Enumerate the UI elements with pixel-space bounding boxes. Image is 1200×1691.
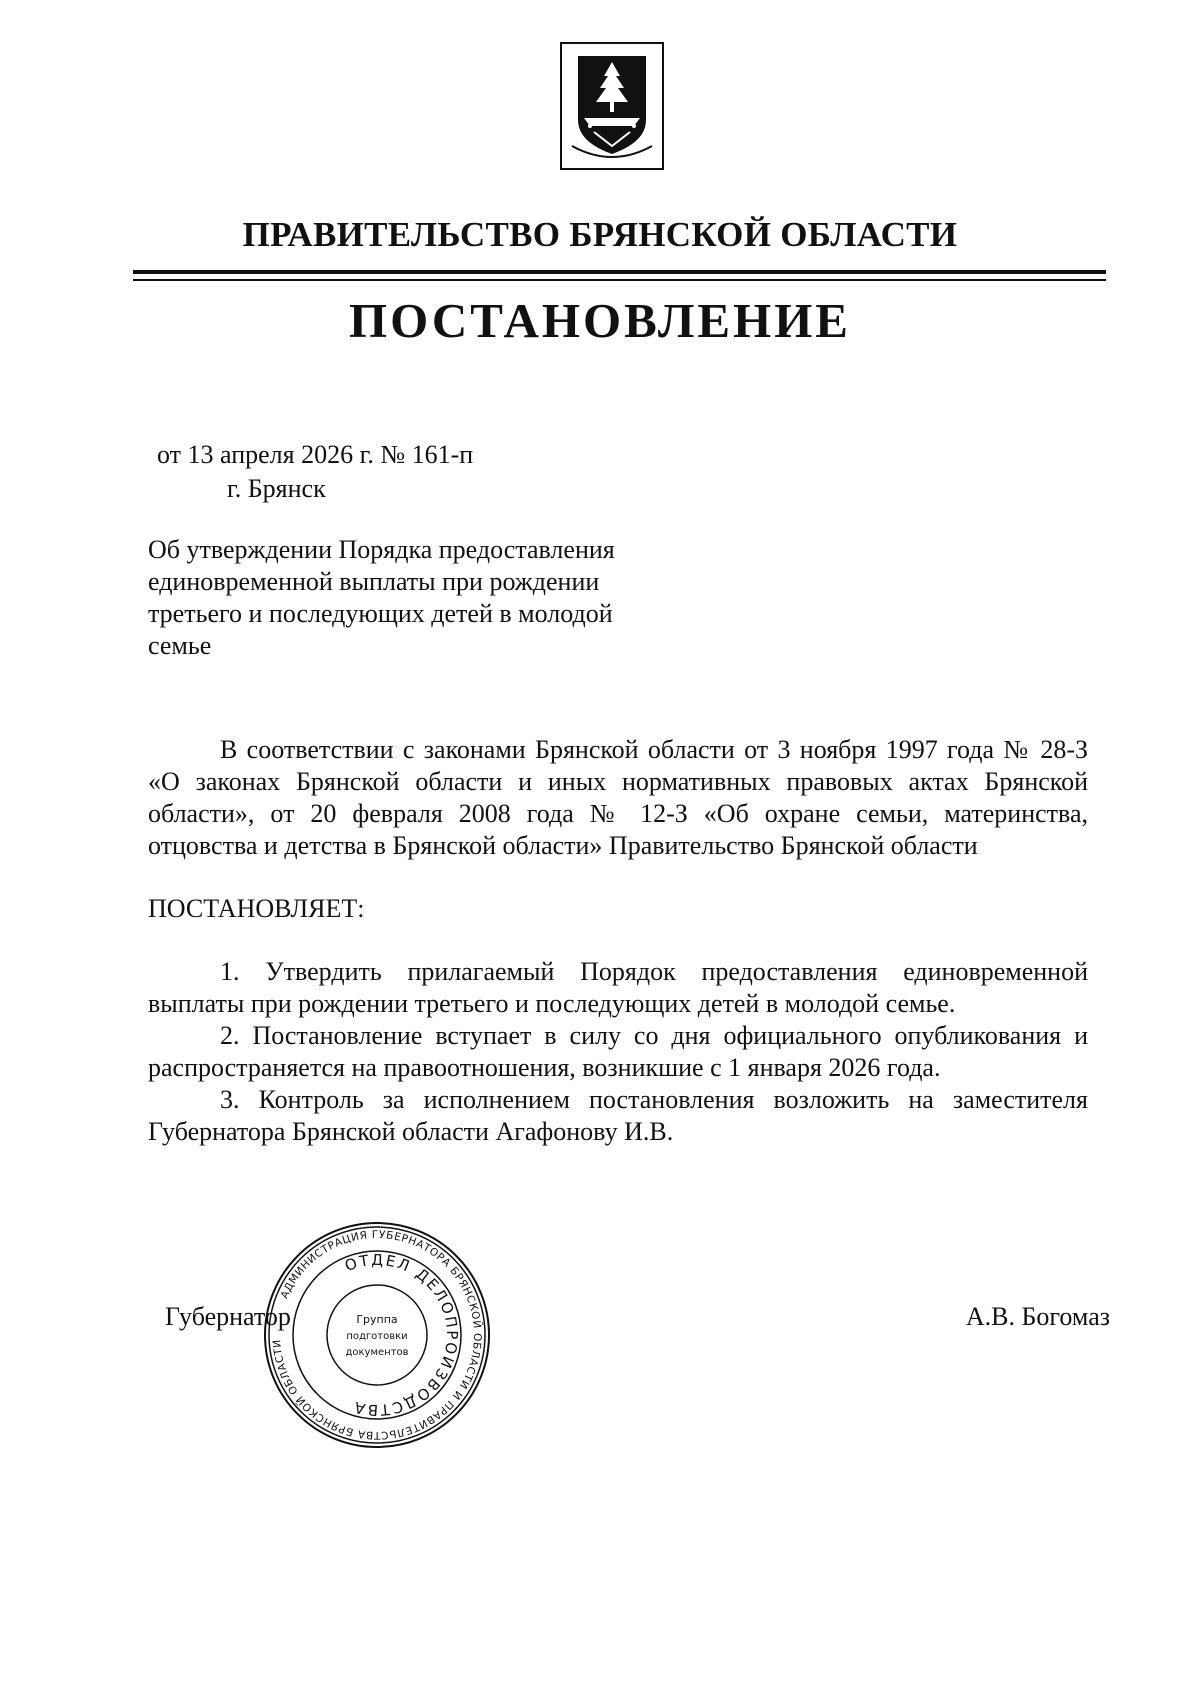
subject-line: семье [148, 631, 212, 660]
document-type-title: ПОСТАНОВЛЕНИЕ [349, 293, 851, 348]
subject-line: единовременной выплаты при рождении [148, 567, 600, 596]
stamp-center-line: Группа [356, 1313, 398, 1326]
subject-line: Об утверждении Порядка предоставления [148, 535, 615, 564]
legal-basis-text: В соответствии с законами Брянской области от 3 ноября 1997 года № 28-З «О законах Брянской области и иных нормативных правовых актах Брянской области», от 20 февраля 2008 года № 12-З «Об охране семьи, материнства, отцовства и детства в Брянской области» Правительство Брянской области [148, 735, 1088, 860]
stamp-middle-text: ОТДЕЛ ДЕЛОПРОИЗВОДСТВА [342, 1250, 462, 1420]
decree-item: 3. Контроль за исполнением постановления возложить на заместителя Губернатора Брянской области Агафонову И.В. [148, 1085, 1088, 1146]
decree-word: ПОСТАНОВЛЯЕТ: [148, 894, 365, 923]
subject-block [148, 534, 678, 662]
decree-item: 1. Утвердить прилагаемый Порядок предоставления единовременной выплаты при рождении третьего и последующих детей в молодой семье. [148, 957, 1088, 1018]
stamp-center-line: подготовки [346, 1331, 408, 1342]
decree-item: 2. Постановление вступает в силу со дня официального опубликования и распространяется на правоотношения, возникшие с 1 января 2026 года. [148, 1021, 1088, 1082]
header-rule-thin [133, 279, 1106, 281]
stamp-outer-text: АДМИНИСТРАЦИЯ ГУБЕРНАТОРА БРЯНСКОЙ ОБЛАСТИ И ПРАВИТЕЛЬСТВА БРЯНСКОЙ ОБЛАСТИ [271, 1228, 484, 1442]
date-and-number: от 13 апреля 2026 г. № 161-п [157, 440, 474, 469]
coat-of-arms-icon [560, 42, 664, 170]
city: г. Брянск [227, 474, 326, 503]
header-rule-thick [133, 270, 1106, 274]
subject-line: третьего и последующих детей в молодой [148, 599, 613, 628]
legal-basis-paragraph [148, 734, 1088, 862]
signatory-title: Губернатор [165, 1302, 291, 1331]
office-stamp [262, 1220, 492, 1450]
organization-title: ПРАВИТЕЛЬСТВО БРЯНСКОЙ ОБЛАСТИ [242, 215, 958, 254]
signatory-name: А.В. Богомаз [965, 1302, 1110, 1331]
decree-items [148, 956, 1088, 1148]
stamp-center-line: документов [345, 1347, 409, 1358]
